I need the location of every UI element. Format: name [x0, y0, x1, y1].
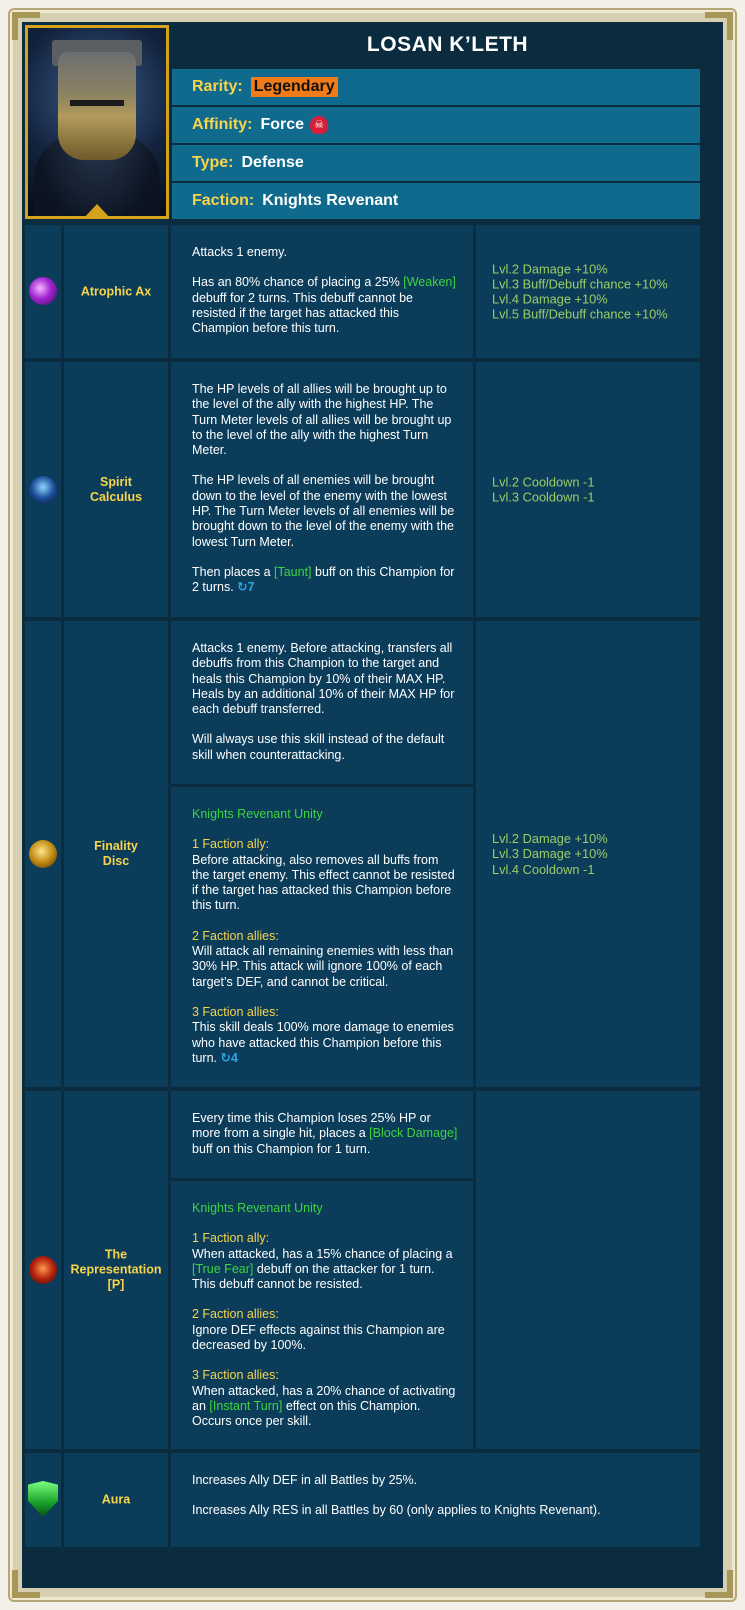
affinity-value: Force	[260, 116, 305, 133]
skill-name: Aura	[101, 1492, 131, 1507]
skill-name: Spirit Calculus	[89, 474, 143, 504]
rarity-value: Legendary	[251, 77, 338, 97]
effect-instant-turn: [Instant Turn]	[209, 1398, 283, 1413]
rarity-row	[172, 69, 700, 105]
effect-taunt: [Taunt]	[274, 564, 312, 579]
skill-row-the-representation	[22, 1091, 723, 1449]
skull-icon: ☠	[310, 116, 328, 134]
champion-name: LOSAN K’LETH	[172, 22, 723, 67]
skill-upgrades: Lvl.2 Damage +10% Lvl.3 Damage +10% Lvl.4 Cooldown -1	[476, 621, 700, 1087]
skill-upgrades: Lvl.2 Cooldown -1 Lvl.3 Cooldown -1	[476, 362, 700, 617]
effect-true-fear: [True Fear]	[192, 1261, 254, 1276]
skill-description: Attacks 1 enemy. Has an 80% chance of placing a 25% [Weaken] debuff for 2 turns. This debuff cannot be resisted if the target has attacked this Champion before this turn.	[171, 225, 473, 358]
champion-panel	[22, 22, 723, 1588]
skill-upgrades: Lvl.2 Damage +10% Lvl.3 Buff/Debuff chance +10% Lvl.4 Damage +10% Lvl.5 Buff/Debuff chance +10%	[476, 225, 700, 358]
skill-row-atrophic-ax	[22, 225, 723, 358]
aura-row	[22, 1453, 723, 1547]
skill-row-finality-disc	[22, 621, 723, 1087]
skill-upgrades	[476, 1091, 700, 1449]
aura-shield-icon	[28, 1481, 58, 1517]
rarity-label: Rarity:	[192, 78, 243, 95]
skill-name: Atrophic Ax	[80, 284, 152, 298]
faction-unity-section: Knights Revenant Unity 1 Faction ally: When attacked, has a 15% chance of placing a [True Fear] debuff on the attacker for 1 turn. This debuff cannot be resisted. 2 Faction allies: Ignore DEF effects against this Champion are decreased by 100%. 3 Faction allies: When attacked, has a 20% chance of activating an [Instant Turn] effect on this Champion. Occurs once per skill.	[171, 1181, 473, 1449]
skill-name: The Representation [P]	[70, 1247, 162, 1292]
cooldown-icon: ↻4	[220, 1050, 238, 1065]
faction-label: Faction:	[192, 192, 255, 209]
type-value: Defense	[241, 154, 304, 171]
affinity-row	[172, 107, 700, 143]
faction-value: Knights Revenant	[262, 192, 399, 209]
faction-row	[172, 183, 700, 219]
skill-description: The HP levels of all allies will be brought up to the level of the ally with the highest HP. The Turn Meter levels of all allies will be brought up to the level of the ally with the highest Turn Meter. The HP levels of all enemies will be brought down to the level of the enemy with the lowest HP. The Turn Meter levels of all enemies will be brought down to the level of the enemy with the lowest Turn Meter. Then places a [Taunt] buff on this Champion for 2 turns. ↻7	[171, 362, 473, 617]
faction-unity-section: Knights Revenant Unity 1 Faction ally: Before attacking, also removes all buffs from the target enemy. This effect cannot be resisted if the target has attacked this Champion before this turn. 2 Faction allies: Will attack all remaining enemies with less than 30% HP. This attack will ignore 100% of each target’s DEF, and cannot be critical. 3 Faction allies: This skill deals 100% more damage to enemies who have attacked this Champion before this turn. ↻4	[171, 787, 473, 1087]
ax-icon	[29, 277, 57, 305]
affinity-label: Affinity:	[192, 116, 253, 133]
skill-name: Finality Disc	[94, 839, 138, 868]
skill-row-spirit-calculus	[22, 362, 723, 617]
type-row	[172, 145, 700, 181]
type-label: Type:	[192, 154, 234, 171]
spirit-icon	[29, 476, 57, 504]
aura-description: Increases Ally DEF in all Battles by 25%. Increases Ally RES in all Battles by 60 (only applies to Knights Revenant).	[171, 1453, 700, 1547]
champion-portrait	[25, 25, 169, 219]
disc-icon	[29, 840, 57, 868]
representation-icon	[29, 1256, 57, 1284]
skill-description: Attacks 1 enemy. Before attacking, transfers all debuffs from this Champion to the target and heals this Champion by 10% of their MAX HP. Heals by an additional 10% of their MAX HP for each debuff transferred. Will always use this skill instead of the default skill when counterattacking.	[171, 621, 473, 784]
skill-description: Every time this Champion loses 25% HP or more from a single hit, places a [Block Damage] buff on this Champion for 1 turn.	[171, 1091, 473, 1178]
cooldown-icon: ↻7	[237, 580, 255, 595]
effect-block-damage: [Block Damage]	[369, 1126, 458, 1141]
effect-weaken: [Weaken]	[403, 275, 456, 290]
